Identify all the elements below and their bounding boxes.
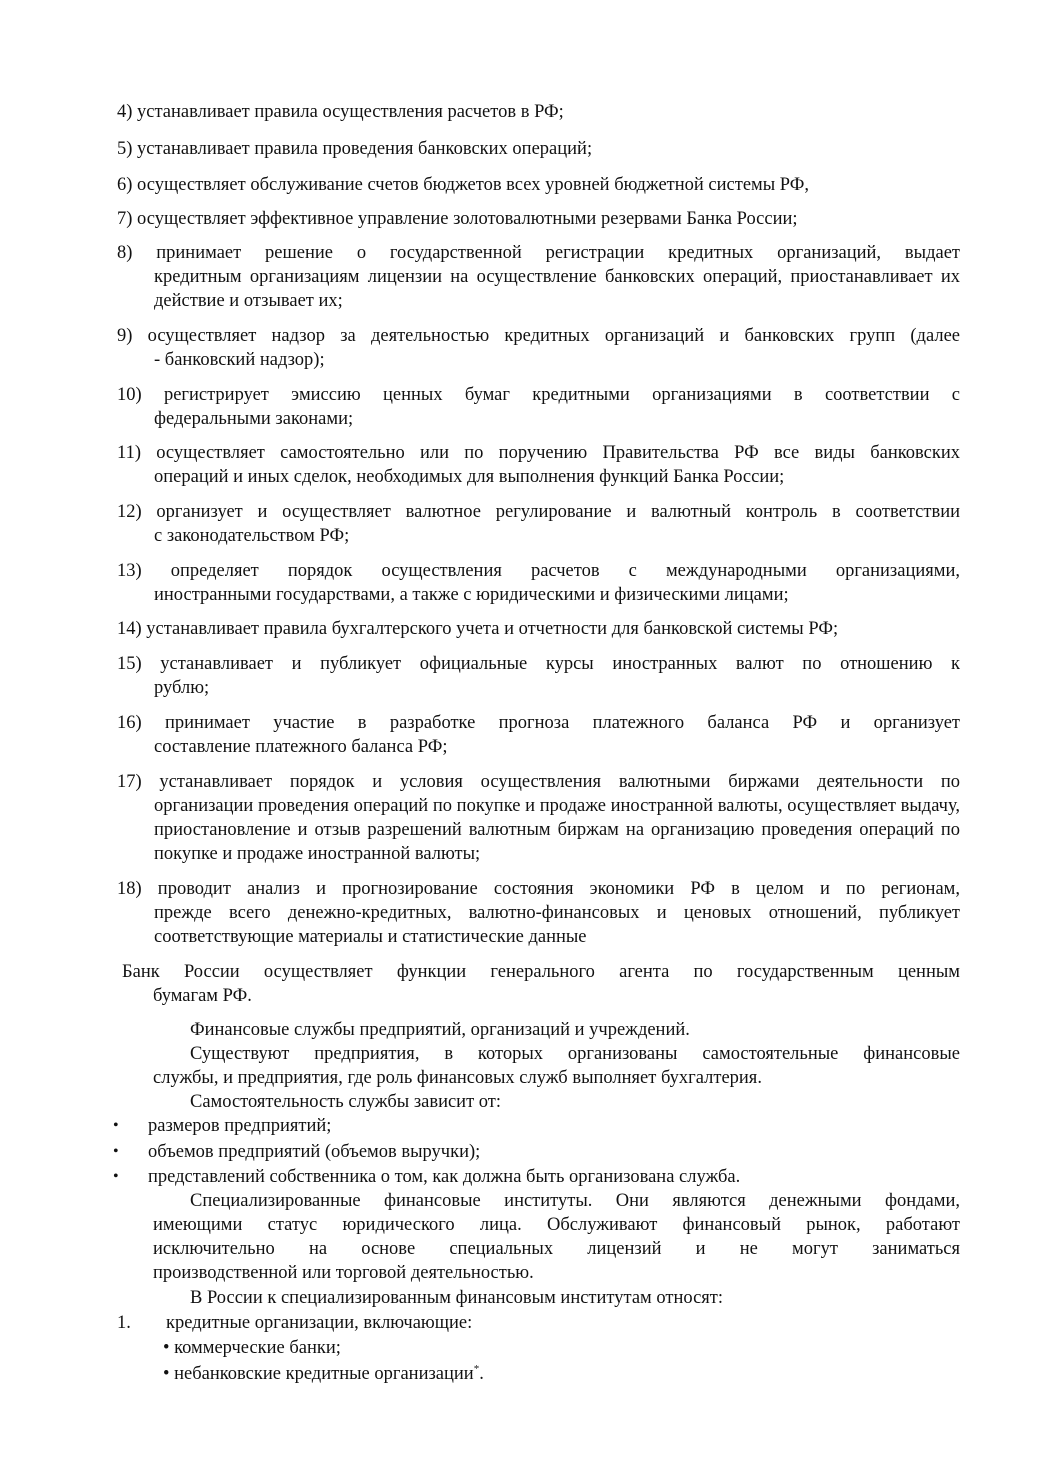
section-heading: Финансовые службы предприятий, организаций и учреждений. xyxy=(190,1020,690,1040)
list-number: 1. xyxy=(117,1313,131,1333)
list-item: • коммерческие банки; xyxy=(163,1338,341,1358)
list-item: 9) осуществляет надзор за деятельностью кредитных организаций и банковских групп (далее - банковский надзор); xyxy=(117,326,960,370)
list-item: 5) устанавливает правила проведения банковских операций; xyxy=(117,139,593,159)
bullet-icon: • xyxy=(113,1117,119,1134)
footnote-mark: * xyxy=(473,1362,480,1375)
list-item: кредитные организации, включающие: xyxy=(166,1313,473,1333)
list-item: 11) осуществляет самостоятельно или по поручению Правительства РФ все виды банковских операций и иных сделок, необходимых для выполнения функций Банка России; xyxy=(117,443,960,487)
list-item: 14) устанавливает правила бухгалтерского учета и отчетности для банковской системы РФ; xyxy=(117,619,839,639)
list-item: 7) осуществляет эффективное управление золотовалютными резервами Банка России; xyxy=(117,209,798,229)
list-item: 8) принимает решение о государственной регистрации кредитных организаций, выдает кредитным организациям лицензии на осуществление банковских операций, приостанавливает их действие и отзывает их; xyxy=(117,243,960,311)
list-item: 15) устанавливает и публикует официальные курсы иностранных валют по отношению к рублю; xyxy=(117,654,960,698)
list-item: 10) регистрирует эмиссию ценных бумаг кредитными организациями в соответствии с федеральными законами; xyxy=(117,385,960,429)
list-item: 16) принимает участие в разработке прогноза платежного баланса РФ и организует составление платежного баланса РФ; xyxy=(117,713,960,757)
agent-paragraph: Банк России осуществляет функции генерального агента по государственным ценным бумагам РФ. xyxy=(122,962,960,1006)
list-item: • небанковские кредитные организации*. xyxy=(163,1362,484,1384)
bullet-icon: • xyxy=(113,1143,119,1160)
list-item: 4) устанавливает правила осуществления расчетов в РФ; xyxy=(117,102,564,122)
bullet-icon: • xyxy=(163,1338,170,1358)
list-item: 18) проводит анализ и прогнозирование состояния экономики РФ в целом и по регионам, прежде всего денежно-кредитных, валютно-финансовых и ценовых отношений, публикует соответствующие материалы и статистические данные xyxy=(117,879,960,947)
document-page: 4) устанавливает правила осуществления расчетов в РФ; 5) устанавливает правила проведения банковских операций; 6) осуществляет обслуживание счетов бюджетов всех уровней бюджетной системы РФ, 7) осуществляет эффективное управление золотовалютными резервами Банка России; 8) принимает решение о государственной регистрации кредитных организаций, выдает кредитным организациям лицензии на осуществление банковских операций, приостанавливает их действие и отзывает их; 9) осуществляет надзор за деятельностью кредитных организаций и банковских групп (далее - банковский надзор); 10) регистрирует эмиссию ценных бумаг кредитными организациями в соответствии с федеральными законами; 11) осуществляет самостоятельно или по поручению Правительства РФ все виды банковских операций и иных сделок, необходимых для выполнения функций Банка России; 12) организует и осуществляет валютное регулирование и валютный контроль в соответствии с законодательством РФ; 13) определяет порядок осуществления расчетов с международными организациями, иностранными государствами, а также с юридическими и физическими лицами; 14) устанавливает правила бухгалтерского учета и отчетности для банковской системы РФ; 15) устанавливает и публикует официальные курсы иностранных валют по отношению к рублю; 16) принимает участие в разработке прогноза платежного баланса РФ и организует составление платежного баланса РФ; 17) устанавливает порядок и условия осуществления валютными биржами деятельности по организации проведения операций по покупке и продаже иностранной валюты, осуществляет выдачу, приостановление и отзыв разрешений валютным биржам на организацию проведения операций по покупке и продаже иностранной валюты; 18) проводит анализ и прогнозирование состояния экономики РФ в целом и по регионам, прежде всего денежно-кредитных, валютно-финансовых и ценовых отношений, публикует соответствующие материалы и статистические данные Банк России осуществляет функции генерального агента по государственным ценным бумагам РФ. Финансовые службы предприятий, организаций и учреждений. Существуют предприятия, в которых организованы самостоятельные финансовые службы, и предприятия, где роль финансовых служб выполняет бухгалтерия. Самостоятельность службы зависит от: • размеров предприятий; • объемов предприятий (объемов выручки); • представлений собственника о том, как должна быть организована служба. Специализированные финансовые институты. Они являются денежными фондами, имеющими статус юридического лица. Обслуживают финансовый рынок, работают исключительно на основе специальных лицензий и не могут заниматься производственной или торговой деятельностью. В России к специализированным финансовым институтам относят: 1. кредитные организации, включающие: • коммерческие банки; • небанковские кредитные организации*. xyxy=(113,102,960,1384)
russia-line: В России к специализированным финансовым институтам относят: xyxy=(190,1288,724,1308)
list-item: 17) устанавливает порядок и условия осуществления валютными биржами деятельности по организации проведения операций по покупке и продаже иностранной валюты, осуществляет выдачу, приостановление и отзыв разрешений валютным биржам на организацию проведения операций по покупке и продаже иностранной валюты; xyxy=(117,772,960,864)
list-item: 13) определяет порядок осуществления расчетов с международными организациями, иностранными государствами, а также с юридическими и физическими лицами; xyxy=(117,561,960,605)
bullet-icon: • xyxy=(113,1168,119,1185)
bullet-icon: • xyxy=(163,1364,170,1384)
independence-line: Самостоятельность службы зависит от: xyxy=(190,1092,502,1112)
list-item: 6) осуществляет обслуживание счетов бюджетов всех уровней бюджетной системы РФ, xyxy=(117,175,810,195)
fin-services-paragraph: Существуют предприятия, в которых организованы самостоятельные финансовые службы, и предприятия, где роль финансовых служб выполняет бухгалтерия. xyxy=(153,1044,960,1088)
specialized-paragraph: Специализированные финансовые институты. Они являются денежными фондами, имеющими статус юридического лица. Обслуживают финансовый рынок, работают исключительно на основе специальных лицензий и не могут заниматься производственной или торговой деятельностью. xyxy=(153,1191,960,1283)
list-item: 12) организует и осуществляет валютное регулирование и валютный контроль в соответствии с законодательством РФ; xyxy=(117,502,960,546)
